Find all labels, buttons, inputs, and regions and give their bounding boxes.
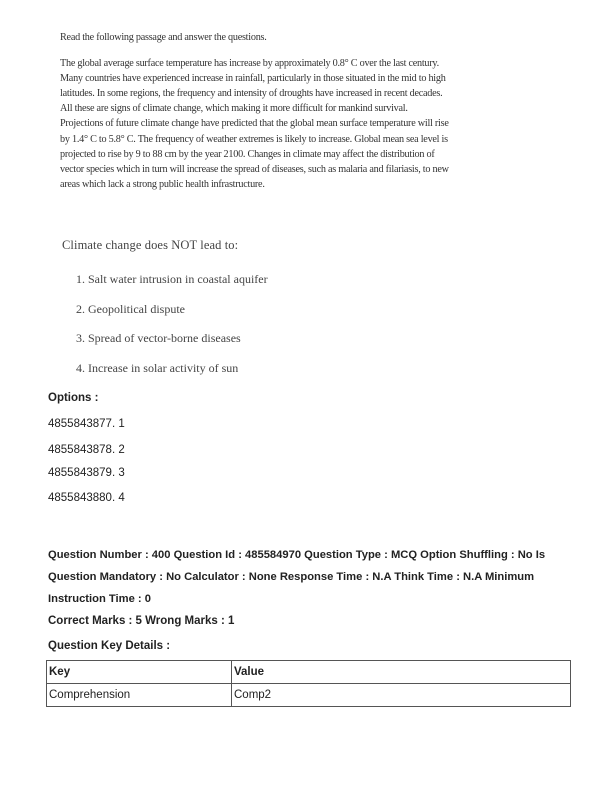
- table-header-value: Value: [232, 661, 571, 684]
- question-choice-1: 1. Salt water intrusion in coastal aquifer: [76, 272, 268, 286]
- question-choice-2: 2. Geopolitical dispute: [76, 301, 185, 316]
- question-info-line-1: Question Number : 400 Question Id : 485584970 Question Type : MCQ Option Shuffling : No Is: [48, 549, 546, 561]
- question-block: [60, 238, 268, 390]
- table-cell-value: Comp2: [232, 684, 571, 707]
- option-3: 4855843879. 3: [48, 467, 125, 479]
- passage-image-text: [60, 30, 450, 192]
- option-4: 4855843880. 4: [48, 492, 125, 504]
- passage-body: The global average surface temperature has increase by approximately 0.8° C over the last century. Many countries have experienced increase in rainfall, particularly in those situated in the mid to high latitudes. In some regions, the frequency and intensity of droughts have increased in recent decades. All these are signs of climate change, which making it more difficult for mankind survival. Projections of future climate change have predicted that the global mean surface temperature will rise by 1.4° C to 5.8° C. The frequency of weather extremes is likely to increase. Global mean sea level is projected to rise by 9 to 88 cm by the year 2100. Changes in climate may affect the distribution of vector species which in turn will increase the spread of diseases, such as malaria and filariasis, to new areas which lack a strong public health infrastructure.: [60, 58, 449, 190]
- table-header-row: [47, 661, 571, 684]
- question-info-line-3: Instruction Time : 0: [48, 593, 151, 605]
- options-label: Options :: [48, 392, 99, 404]
- table-header-key: Key: [47, 661, 232, 684]
- key-details-label: Question Key Details :: [48, 640, 171, 652]
- table-row: [47, 684, 571, 707]
- table-cell-key: Comprehension: [47, 684, 232, 707]
- key-details-table: [46, 660, 571, 707]
- question-info: [48, 544, 578, 610]
- question-info-line-2: Question Mandatory : No Calculator : None Response Time : N.A Think Time : N.A Minimum: [48, 571, 535, 583]
- passage-intro: Read the following passage and answer the questions.: [60, 32, 267, 43]
- question-choice-3: 3. Spread of vector-borne diseases: [76, 331, 241, 345]
- marks-line: Correct Marks : 5 Wrong Marks : 1: [48, 615, 235, 627]
- option-2: 4855843878. 2: [48, 444, 125, 456]
- question-choice-4: 4. Increase in solar activity of sun: [76, 360, 239, 375]
- option-1: 4855843877. 1: [48, 418, 125, 430]
- question-stem: Climate change does NOT lead to:: [62, 238, 239, 252]
